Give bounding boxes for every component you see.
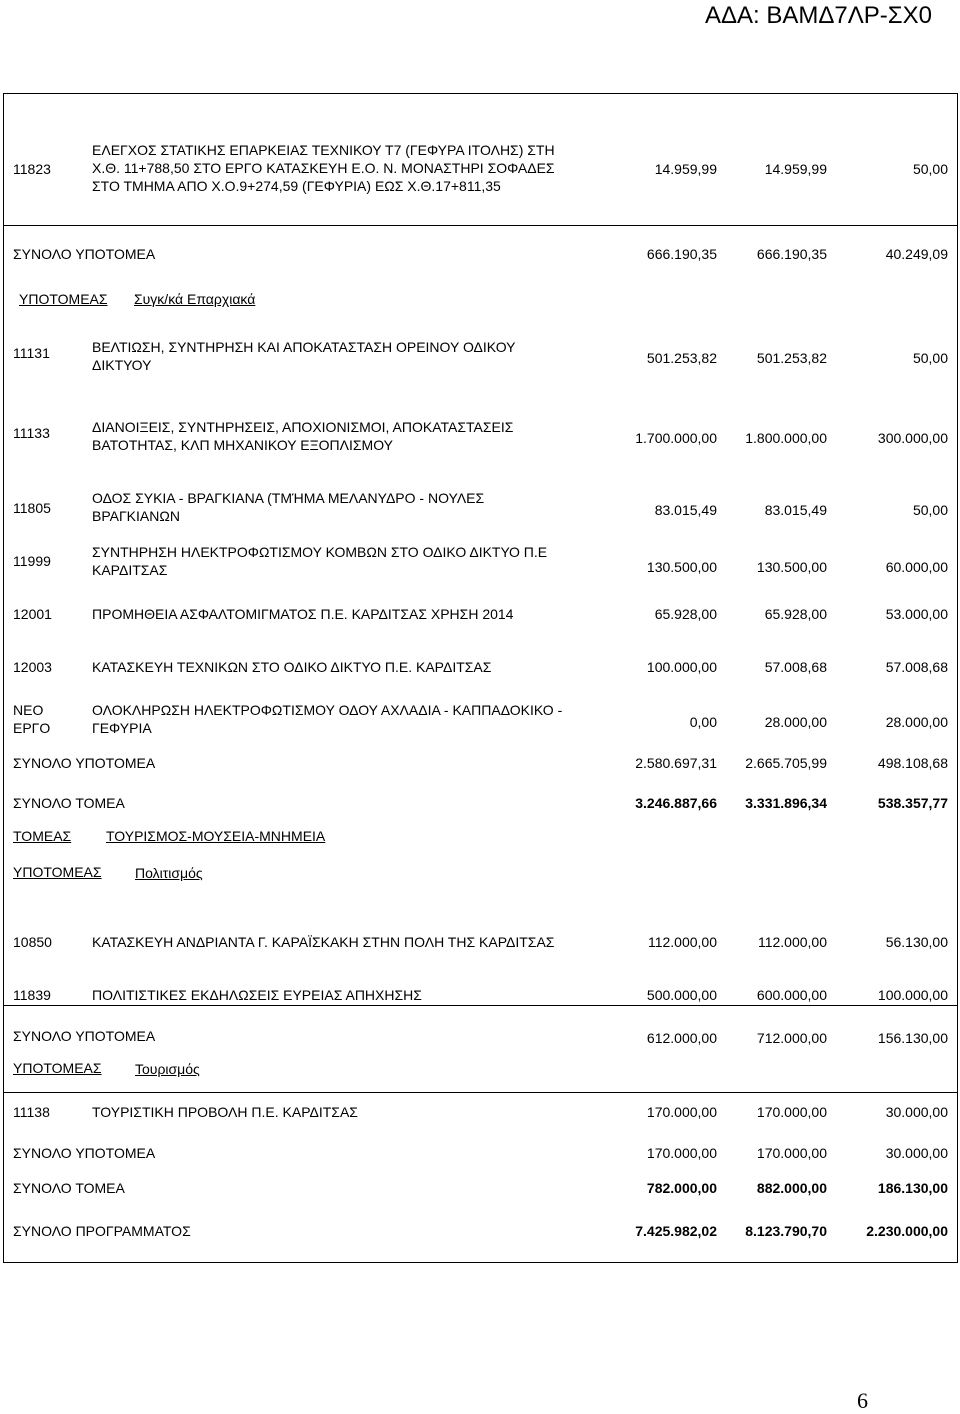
amount-budget: 0,00 (689, 714, 717, 730)
amount-revised: 712.000,00 (756, 1030, 827, 1046)
amount-annual: 2.230.000,00 (866, 1223, 948, 1239)
amount-budget: 14.959,99 (654, 161, 717, 177)
amount-annual: 57.008,68 (885, 659, 948, 675)
amount-budget: 65.928,00 (654, 606, 717, 622)
amount-annual: 30.000,00 (885, 1145, 948, 1161)
subsector-name: Συγκ/κά Επαρχιακά (134, 291, 256, 307)
amount-budget: 83.015,49 (654, 502, 717, 518)
amount-revised: 666.190,35 (756, 246, 827, 262)
amount-revised: 112.000,00 (757, 934, 827, 950)
project-code: 12003 (13, 659, 52, 675)
subtotal-label: ΣΥΝΟΛΟ ΥΠΟΤΟΜΕΑ (13, 246, 156, 262)
project-description: Χ.Θ. 11+788,50 ΣΤΟ ΕΡΓΟ ΚΑΤΑΣΚΕΥΗ Ε.Ο. Ν. ΜΟΝΑΣΤΗΡΙ ΣΟΦΑΔΕΣ (92, 160, 555, 176)
project-code: 11839 (13, 987, 51, 1003)
amount-revised: 28.000,00 (764, 714, 827, 730)
amount-annual: 50,00 (912, 502, 948, 518)
amount-budget: 3.246.887,66 (635, 795, 717, 811)
project-description: ΔΙΚΤΥΟΥ (92, 357, 152, 373)
amount-revised: 83.015,49 (764, 502, 827, 518)
subsector-heading: ΥΠΟΤΟΜΕΑΣ (13, 864, 102, 880)
project-code: 11805 (13, 500, 51, 516)
project-description: ΣΤΟ ΤΜΗΜΑ ΑΠΟ Χ.Ο.9+274,59 (ΓΕΦΥΡΙΑ) ΕΩΣ Χ.Θ.17+811,35 (92, 178, 501, 194)
project-description: ΤΟΥΡΙΣΤΙΚΗ ΠΡΟΒΟΛΗ Π.Ε. ΚΑΡΔΙΤΣΑΣ (92, 1104, 358, 1120)
amount-revised: 170.000,00 (756, 1104, 827, 1120)
project-code: ΕΡΓΟ (13, 720, 51, 736)
project-description: ΒΡΑΓΚΙΑΝΩΝ (92, 508, 180, 524)
amount-revised: 65.928,00 (764, 606, 827, 622)
amount-annual: 156.130,00 (877, 1030, 948, 1046)
amount-budget: 170.000,00 (646, 1104, 717, 1120)
amount-annual: 40.249,09 (885, 246, 948, 262)
row-divider (4, 1092, 957, 1093)
amount-annual: 28.000,00 (885, 714, 948, 730)
project-code: 12001 (13, 606, 52, 622)
amount-revised: 8.123.790,70 (745, 1223, 827, 1239)
subsector-heading: ΥΠΟΤΟΜΕΑΣ (13, 1060, 102, 1076)
amount-revised: 170.000,00 (756, 1145, 827, 1161)
project-code: 11999 (13, 553, 51, 569)
amount-revised: 882.000,00 (756, 1180, 827, 1196)
amount-annual: 56.130,00 (885, 934, 948, 950)
amount-budget: 501.253,82 (646, 350, 717, 366)
amount-budget: 500.000,00 (646, 987, 717, 1003)
amount-budget: 100.000,00 (646, 659, 717, 675)
program-total-label: ΣΥΝΟΛΟ ΠΡΟΓΡΑΜΜΑΤΟΣ (13, 1223, 191, 1239)
project-code: 10850 (13, 934, 52, 950)
project-code: 11133 (13, 425, 50, 441)
amount-revised: 3.331.896,34 (745, 795, 827, 811)
amount-annual: 50,00 (912, 350, 948, 366)
project-description: ΔΙΑΝΟΙΞΕΙΣ, ΣΥΝΤΗΡΗΣΕΙΣ, ΑΠΟΧΙΟΝΙΣΜΟΙ, ΑΠΟΚΑΤΑΣΤΑΣΕΙΣ (92, 419, 514, 435)
amount-annual: 60.000,00 (885, 559, 948, 575)
amount-annual: 53.000,00 (885, 606, 948, 622)
amount-revised: 1.800.000,00 (745, 430, 827, 446)
sector-heading: ΤΟΜΕΑΣ (13, 828, 72, 844)
project-description: ΠΟΛΙΤΙΣΤΙΚΕΣ ΕΚΔΗΛΩΣΕΙΣ ΕΥΡΕΙΑΣ ΑΠΗΧΗΣΗΣ (92, 987, 422, 1003)
subsector-name: Πολιτισμός (135, 865, 203, 881)
amount-budget: 1.700.000,00 (635, 430, 717, 446)
amount-budget: 7.425.982,02 (635, 1223, 717, 1239)
project-code: 11131 (13, 345, 50, 361)
subtotal-label: ΣΥΝΟΛΟ ΥΠΟΤΟΜΕΑ (13, 1145, 156, 1161)
amount-revised: 130.500,00 (756, 559, 827, 575)
subsector-name: Τουρισμός (135, 1061, 200, 1077)
amount-annual: 498.108,68 (877, 755, 948, 771)
project-description: ΚΑΡΔΙΤΣΑΣ (92, 562, 168, 578)
project-code: ΝΕΟ (13, 702, 44, 718)
page-number: 6 (857, 1388, 868, 1413)
project-description: ΟΔΟΣ ΣΥΚΙΑ - ΒΡΑΓΚΙΑΝΑ (ΤΜΉΜΑ ΜΕΛΑΝΥΔΡΟ - ΝΟΥΛΕΣ (92, 490, 485, 506)
amount-budget: 130.500,00 (646, 559, 717, 575)
amount-budget: 612.000,00 (646, 1030, 717, 1046)
amount-budget: 112.000,00 (647, 934, 717, 950)
amount-revised: 14.959,99 (764, 161, 827, 177)
sector-total-label: ΣΥΝΟΛΟ ΤΟΜΕΑ (13, 1180, 125, 1196)
row-divider (4, 1005, 957, 1006)
subsector-heading: ΥΠΟΤΟΜΕΑΣ (19, 291, 108, 307)
amount-revised: 501.253,82 (756, 350, 827, 366)
project-description: ΒΑΤΟΤΗΤΑΣ, ΚΛΠ ΜΗΧΑΝΙΚΟΥ ΕΞΟΠΛΙΣΜΟΥ (92, 437, 393, 453)
amount-budget: 170.000,00 (646, 1145, 717, 1161)
amount-revised: 2.665.705,99 (745, 755, 827, 771)
project-description: ΓΕΦΥΡΙΑ (92, 720, 152, 736)
project-description: ΟΛΟΚΛΗΡΩΣΗ ΗΛΕΚΤΡΟΦΩΤΙΣΜΟΥ ΟΔΟΥ ΑΧΛΑΔΙΑ - ΚΑΠΠΑΔΟΚΙΚΟ - (92, 702, 563, 718)
row-divider (4, 225, 957, 226)
project-description: ΚΑΤΑΣΚΕΥΗ ΤΕΧΝΙΚΩΝ ΣΤΟ ΟΔΙΚΟ ΔΙΚΤΥΟ Π.Ε. ΚΑΡΔΙΤΣΑΣ (92, 659, 492, 675)
subtotal-label: ΣΥΝΟΛΟ ΥΠΟΤΟΜΕΑ (13, 755, 156, 771)
project-code: 11138 (13, 1104, 50, 1120)
amount-annual: 50,00 (912, 161, 948, 177)
amount-annual: 300.000,00 (877, 430, 948, 446)
amount-budget: 782.000,00 (646, 1180, 717, 1196)
project-description: ΠΡΟΜΗΘΕΙΑ ΑΣΦΑΛΤΟΜΙΓΜΑΤΟΣ Π.Ε. ΚΑΡΔΙΤΣΑΣ ΧΡΗΣΗ 2014 (92, 606, 514, 622)
sector-total-label: ΣΥΝΟΛΟ ΤΟΜΕΑ (13, 795, 125, 811)
project-description: ΕΛΕΓΧΟΣ ΣΤΑΤΙΚΗΣ ΕΠΑΡΚΕΙΑΣ ΤΕΧΝΙΚΟΥ Τ7 (ΓΕΦΥΡΑ ΙΤΟΛΗΣ) ΣΤΗ (92, 142, 555, 158)
amount-budget: 666.190,35 (646, 246, 717, 262)
project-description: ΒΕΛΤΙΩΣΗ, ΣΥΝΤΗΡΗΣΗ ΚΑΙ ΑΠΟΚΑΤΑΣΤΑΣΗ ΟΡΕΙΝΟΥ ΟΔΙΚΟΥ (92, 339, 516, 355)
amount-annual: 186.130,00 (877, 1180, 948, 1196)
amount-annual: 30.000,00 (885, 1104, 948, 1120)
amount-budget: 2.580.697,31 (635, 755, 717, 771)
budget-table (3, 93, 958, 1263)
project-code: 11823 (13, 161, 51, 177)
amount-revised: 57.008,68 (764, 659, 827, 675)
subtotal-label: ΣΥΝΟΛΟ ΥΠΟΤΟΜΕΑ (13, 1028, 156, 1044)
amount-annual: 100.000,00 (877, 987, 948, 1003)
sector-name: ΤΟΥΡΙΣΜΟΣ-ΜΟΥΣΕΙΑ-ΜΝΗΜΕΙΑ (106, 828, 326, 844)
amount-annual: 538.357,77 (877, 795, 948, 811)
ada-code: ΑΔΑ: ΒΑΜΔ7ΛΡ-ΣΧ0 (705, 2, 932, 29)
project-description: ΚΑΤΑΣΚΕΥΗ ΑΝΔΡΙΑΝΤΑ Γ. ΚΑΡΑΪΣΚΑΚΗ ΣΤΗΝ ΠΟΛΗ ΤΗΣ ΚΑΡΔΙΤΣΑΣ (92, 934, 555, 950)
amount-revised: 600.000,00 (756, 987, 827, 1003)
project-description: ΣΥΝΤΗΡΗΣΗ ΗΛΕΚΤΡΟΦΩΤΙΣΜΟΥ ΚΟΜΒΩΝ ΣΤΟ ΟΔΙΚΟ ΔΙΚΤΥΟ Π.Ε (92, 544, 548, 560)
